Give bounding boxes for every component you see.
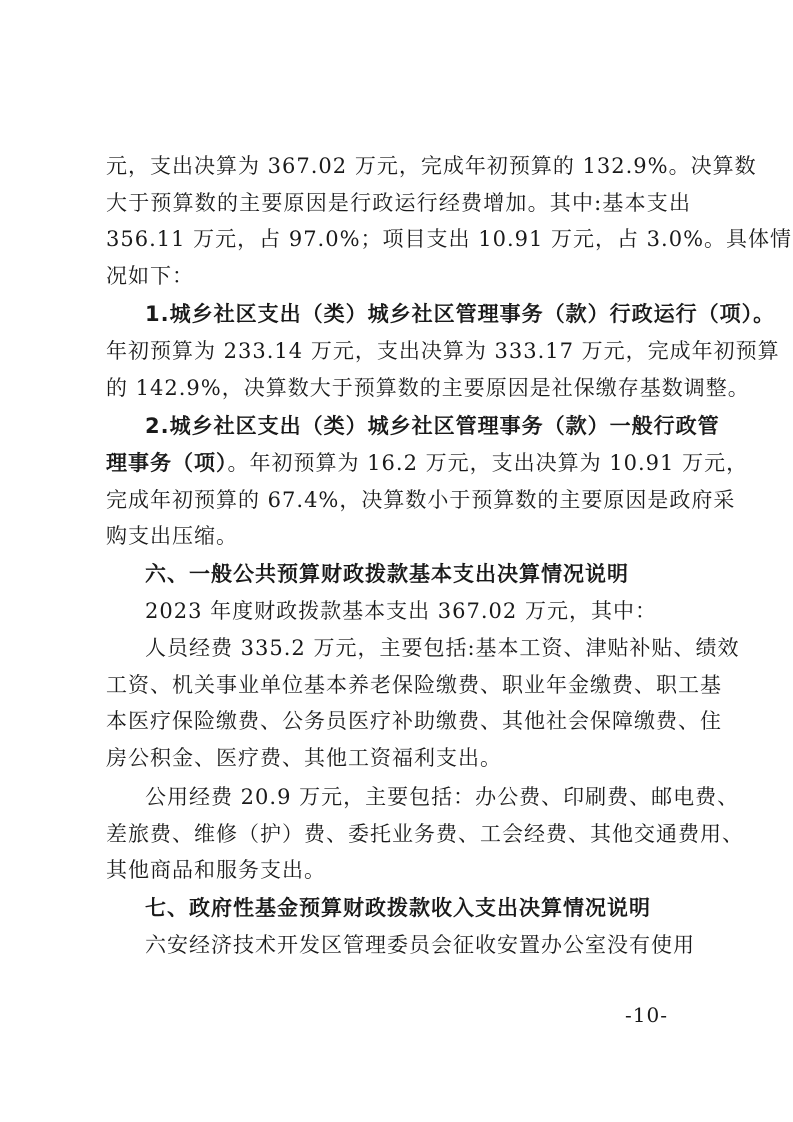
text-line: 本医疗保险缴费、公务员医疗补助缴费、其他社会保障缴费、住 xyxy=(106,709,722,733)
section6-intro: 2023 年度财政拨款基本支出 367.02 万元，其中： xyxy=(145,599,657,623)
text-line: 元，支出决算为 367.02 万元，完成年初预算的 132.9%。决算数 xyxy=(106,154,757,178)
paragraph-item2 xyxy=(106,445,749,555)
paragraph-public-expenses xyxy=(106,779,744,889)
text-line: 房公积金、医疗费、其他工资福利支出。 xyxy=(106,745,502,770)
paragraph-expenditure-summary xyxy=(106,148,793,294)
text-line: 差旅费、维修（护）费、委托业务费、工会经费、其他交通费用、 xyxy=(106,821,744,846)
paragraph-personnel-expenses xyxy=(106,630,740,776)
section7-heading: 七、政府性基金预算财政拨款收入支出决算情况说明 xyxy=(145,896,651,920)
item1-title: 1.城乡社区支出（类）城乡社区管理事务（款）行政运行（项）。 xyxy=(145,302,776,326)
item2-title: 2.城乡社区支出（类）城乡社区管理事务（款）一般行政管 xyxy=(145,414,720,438)
paragraph-section7 xyxy=(106,927,695,964)
paragraph-item1 xyxy=(106,333,780,406)
item2-text: 。年初预算为 16.2 万元，支出决算为 10.91 万元， xyxy=(227,451,749,475)
text-line: 工资、机关事业单位基本养老保险缴费、职业年金缴费、职工基 xyxy=(106,672,722,697)
section6-heading: 六、一般公共预算财政拨款基本支出决算情况说明 xyxy=(145,562,629,586)
text-line: 购支出压缩。 xyxy=(106,524,238,548)
text-line: 其他商品和服务支出。 xyxy=(106,858,326,882)
item2-title-continued: 理事务（项） xyxy=(106,451,228,475)
text-line: 356.11 万元，占 97.0%；项目支出 10.91 万元，占 3.0%。具体情 xyxy=(106,227,793,251)
text-line: 人员经费 335.2 万元，主要包括:基本工资、津贴补贴、绩效 xyxy=(145,636,740,660)
text-line xyxy=(106,445,749,482)
text-line: 完成年初预算的 67.4%，决算数小于预算数的主要原因是政府采 xyxy=(106,487,736,512)
text-line: 六安经济技术开发区管理委员会征收安置办公室没有使用 xyxy=(145,933,695,957)
text-line: 公用经费 20.9 万元，主要包括：办公费、印刷费、邮电费、 xyxy=(145,785,740,809)
text-line: 况如下： xyxy=(106,263,194,288)
page-number: -10- xyxy=(625,1003,668,1027)
text-line: 的 142.9%，决算数大于预算数的主要原因是社保缴存基数调整。 xyxy=(106,375,750,400)
text-line: 大于预算数的主要原因是行政运行经费增加。其中:基本支出 xyxy=(106,190,691,215)
text-line: 年初预算为 233.14 万元，支出决算为 333.17 万元，完成年初预算 xyxy=(106,339,780,363)
